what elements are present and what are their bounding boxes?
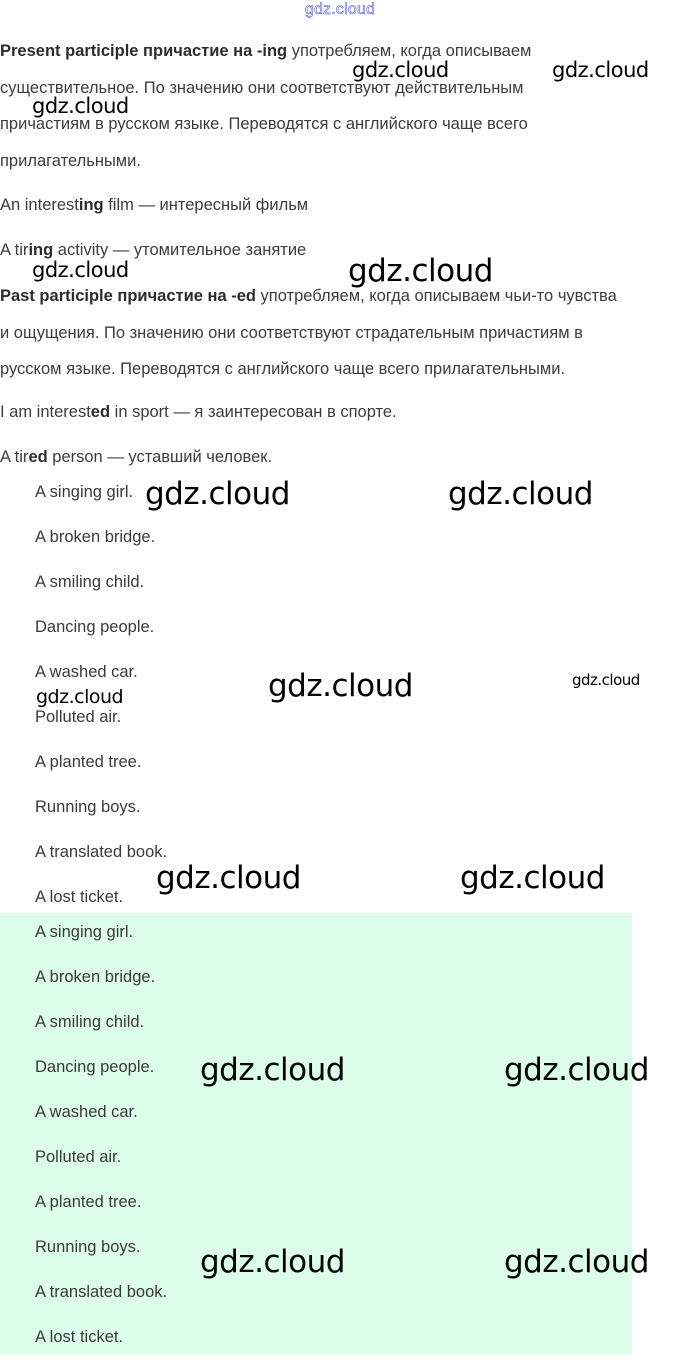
list-item — [0, 703, 632, 748]
list-item — [0, 748, 632, 793]
watermark: gdz.cloud — [352, 58, 449, 82]
item-text: A washed car. — [35, 1103, 138, 1121]
answer-list — [0, 918, 632, 1368]
watermark: gdz.cloud — [460, 860, 605, 896]
list-item — [0, 1008, 632, 1053]
site-logo[interactable]: gdz.cloud — [304, 1, 376, 18]
item-text: Running boys. — [35, 798, 141, 816]
item-text: A smiling child. — [35, 1013, 145, 1031]
watermark: gdz.cloud — [552, 58, 649, 82]
present-line-2: существительное. По значению они соответствуют действительным — [0, 78, 524, 97]
watermark: gdz.cloud — [504, 1244, 649, 1280]
item-text: A lost ticket. — [35, 888, 124, 906]
list-item — [0, 613, 632, 658]
item-text: Polluted air. — [35, 708, 122, 726]
item-text: Dancing people. — [35, 618, 155, 636]
item-text: A translated book. — [35, 843, 168, 861]
item-text: Dancing people. — [35, 1058, 155, 1076]
present-line-4: прилагательными. — [0, 151, 141, 170]
watermark: gdz.cloud — [504, 1052, 649, 1088]
watermark: gdz.cloud — [348, 253, 493, 289]
list-item — [0, 1323, 632, 1368]
watermark: gdz.cloud — [32, 258, 129, 282]
present-participle-heading: Present participle причастие на -ing — [0, 42, 288, 60]
present-example-1: An interesting film — интересный фильм — [0, 196, 309, 214]
answer-box — [0, 913, 632, 1354]
list-item — [0, 523, 632, 568]
watermark: gdz.cloud — [145, 476, 290, 512]
watermark: gdz.cloud — [156, 860, 301, 896]
item-text: A planted tree. — [35, 753, 142, 771]
item-text: A planted tree. — [35, 1193, 142, 1211]
past-participle-paragraph — [0, 278, 680, 388]
list-item — [0, 918, 632, 963]
item-text: A smiling child. — [35, 573, 145, 591]
past-example-2: A tired person — уставший человек. — [0, 448, 273, 466]
watermark: gdz.cloud — [200, 1244, 345, 1280]
past-participle-heading: Past participle причастие на -ed — [0, 287, 256, 305]
watermark: gdz.cloud — [32, 94, 129, 118]
item-text: A washed car. — [35, 663, 138, 681]
past-example-1: I am interested in sport — я заинтересован в спорте. — [0, 403, 397, 421]
list-item — [0, 1098, 632, 1143]
watermark: gdz.cloud — [572, 671, 640, 689]
item-text: Running boys. — [35, 1238, 141, 1256]
past-line-3: русском языке. Переводятся с английского чаще всего прилагательными. — [0, 360, 566, 378]
watermark: gdz.cloud — [200, 1052, 345, 1088]
item-text: A lost ticket. — [35, 1328, 124, 1346]
watermark: gdz.cloud — [36, 686, 124, 708]
watermark: gdz.cloud — [268, 668, 413, 704]
list-item — [0, 1143, 632, 1188]
item-text: A singing girl. — [35, 923, 134, 941]
past-line-2: и ощущения. По значению они соответствуют страдательным причастиям в — [0, 323, 583, 342]
item-text: A singing girl. — [35, 483, 134, 501]
item-text: Polluted air. — [35, 1148, 122, 1166]
item-text: A broken bridge. — [35, 528, 156, 546]
list-item — [0, 793, 632, 838]
past-line-1: употребляем, когда описываем чьи-то чувства — [255, 287, 617, 305]
list-item — [0, 963, 632, 1008]
item-text: A broken bridge. — [35, 968, 156, 986]
list-item — [0, 1188, 632, 1233]
list-item — [0, 1278, 632, 1323]
present-example-2: A tiring activity — утомительное занятие — [0, 241, 307, 259]
item-text: A translated book. — [35, 1283, 168, 1301]
watermark: gdz.cloud — [448, 476, 593, 512]
present-line-3: причастиям в русском языке. Переводятся с английского чаще всего — [0, 115, 528, 133]
list-item — [0, 568, 632, 613]
present-line-1: употребляем, когда описываем — [287, 42, 532, 60]
